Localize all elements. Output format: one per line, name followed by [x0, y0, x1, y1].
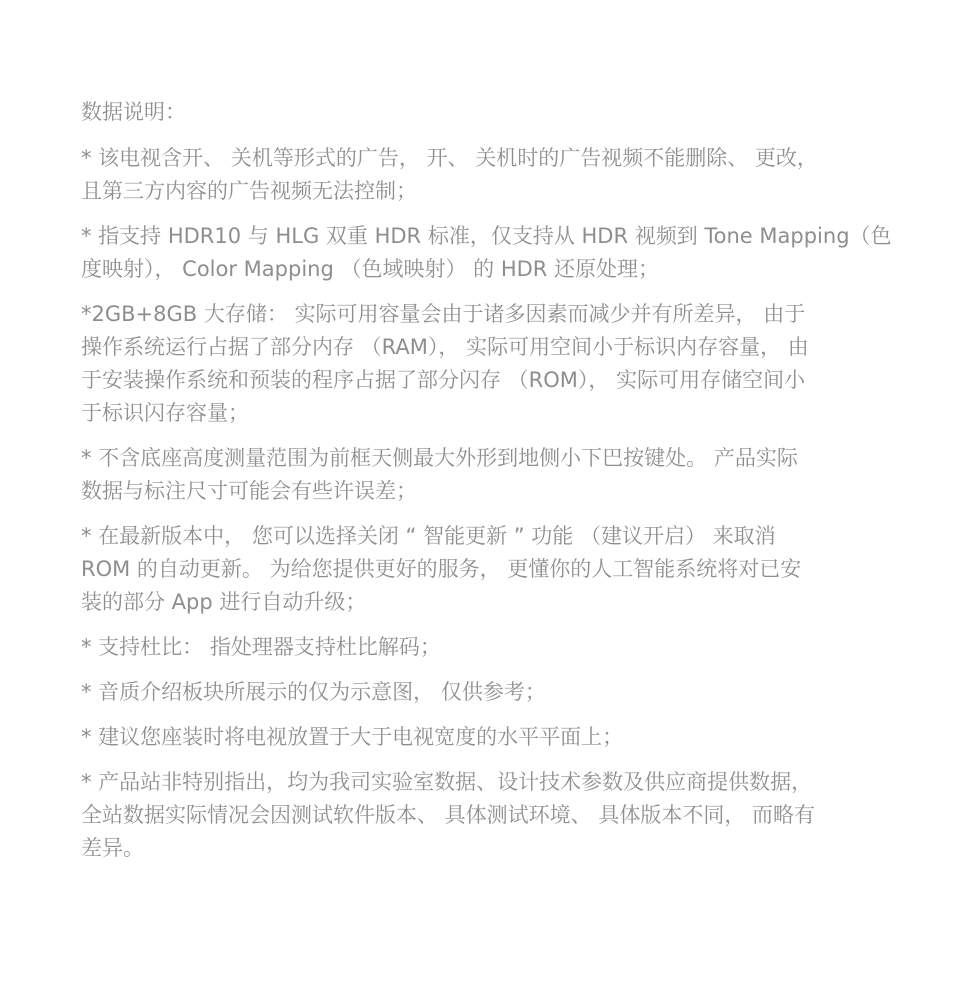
- note-item-1: [81, 142, 882, 208]
- note-item-8: [81, 721, 882, 754]
- note-line: 且第三方内容的广告视频无法控制；: [81, 179, 417, 203]
- note-line: *2GB+8GB 大存储： 实际可用容量会由于诸多因素而减少并有所差异， 由于: [81, 302, 806, 326]
- note-item-7: [81, 676, 882, 709]
- note-line: * 支持杜比： 指处理器支持杜比解码；: [81, 635, 441, 659]
- note-item-5: [81, 520, 882, 619]
- note-line: 度映射）， Color Mapping （色域映射） 的 HDR 还原处理；: [81, 257, 660, 281]
- note-line: * 音质介绍板块所展示的仅为示意图， 仅供参考；: [81, 680, 546, 704]
- note-item-3: [81, 298, 882, 430]
- note-line: * 不含底座高度测量范围为前框天侧最大外形到地侧小下巴按键处。 产品实际: [81, 446, 798, 470]
- note-line: * 在最新版本中， 您可以选择关闭 “ 智能更新 ” 功能 （建议开启） 来取消: [81, 524, 776, 548]
- note-line: * 产品站非特别指出，均为我司实验室数据、设计技术参数及供应商提供数据，: [81, 770, 813, 794]
- note-line: * 该电视含开、 关机等形式的广告， 开、 关机时的广告视频不能删除、 更改，: [81, 146, 818, 170]
- page-title: 数据说明：: [81, 100, 186, 124]
- note-line: 装的部分 App 进行自动升级；: [81, 590, 367, 614]
- note-line: 于标识闪存容量；: [81, 401, 249, 425]
- note-line: 操作系统运行占据了部分内存 （RAM）， 实际可用空间小于标识内存容量， 由: [81, 335, 809, 359]
- note-line: * 建议您座装时将电视放置于大于电视宽度的水平平面上；: [81, 725, 624, 749]
- note-item-9: [81, 766, 882, 865]
- note-line: * 指支持 HDR10 与 HLG 双重 HDR 标准，仅支持从 HDR 视频到 Tone Mapping（色: [81, 224, 892, 248]
- notes-list: [81, 142, 892, 865]
- note-line: 于安装操作系统和预装的程序占据了部分闪存 （ROM）， 实际可用存储空间小: [81, 368, 806, 392]
- note-line: 全站数据实际情况会因测试软件版本、 具体测试环境、 具体版本不同， 而略有: [81, 803, 816, 827]
- note-line: 数据与标注尺寸可能会有些许误差；: [81, 479, 417, 503]
- note-item-4: [81, 442, 882, 508]
- note-item-6: [81, 631, 882, 664]
- note-line: 差异。: [81, 836, 144, 860]
- note-item-2: [81, 220, 892, 286]
- note-line: ROM 的自动更新。 为给您提供更好的服务， 更懂你的人工智能系统将对已安: [81, 557, 802, 581]
